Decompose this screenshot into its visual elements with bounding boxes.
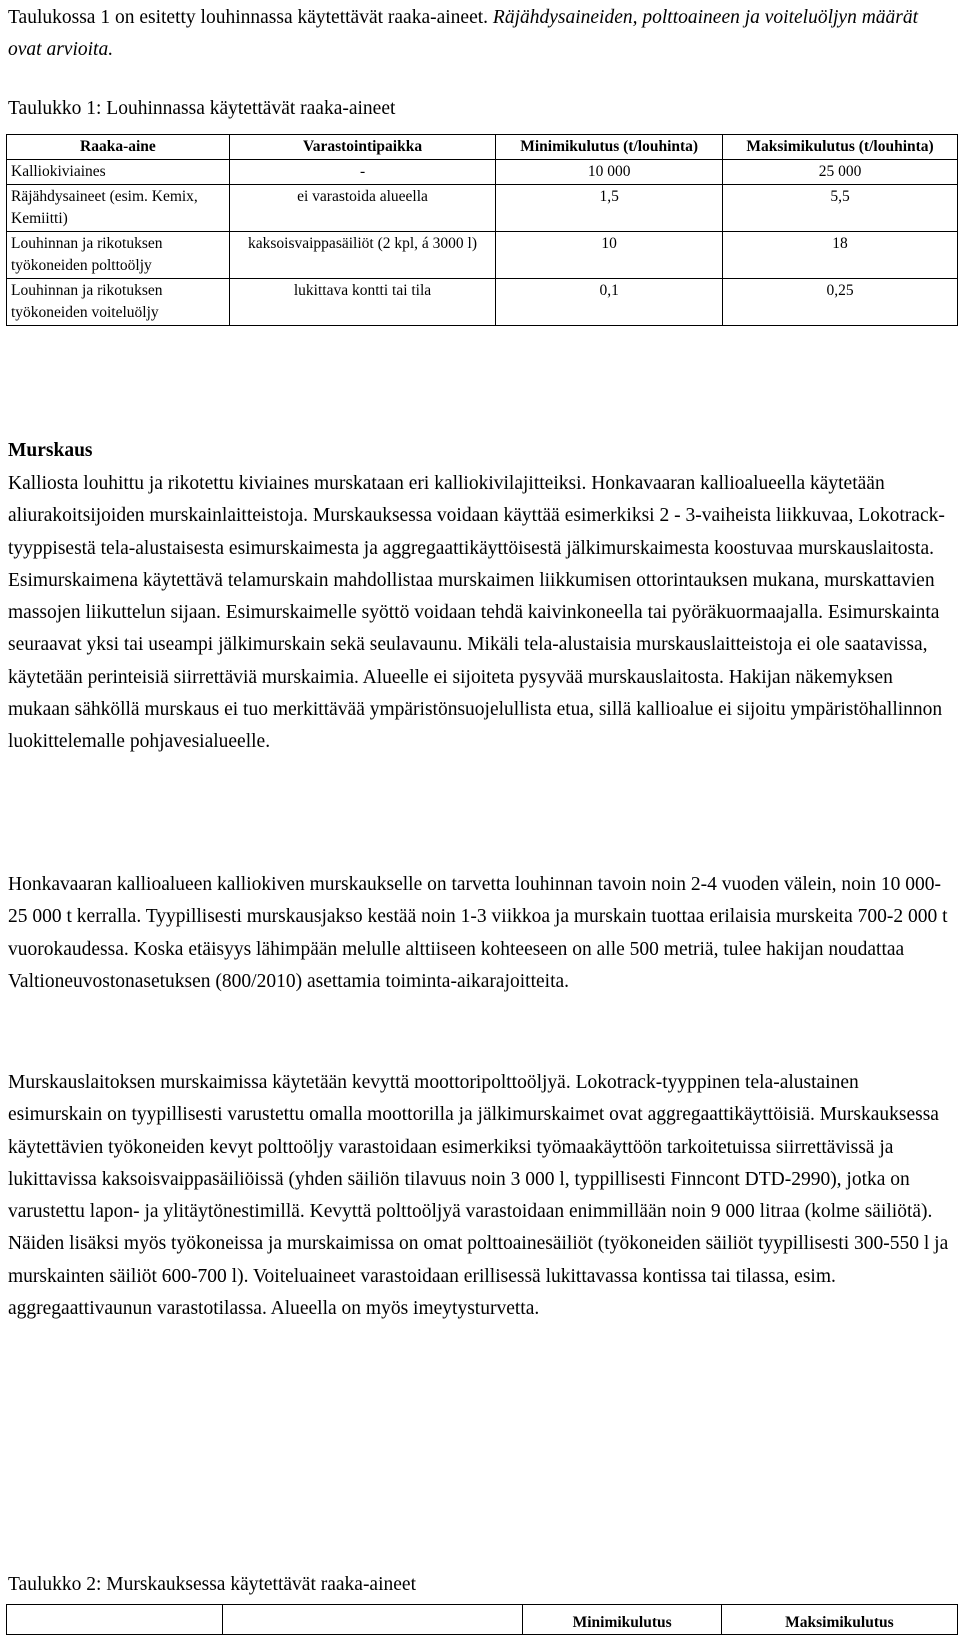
table1-header: Minimikulutus (t/louhinta) [496,135,723,160]
table-row [7,160,958,185]
intro-italic: Räjähdysaineiden, polttoaineen ja voiteluöljyn määrät ovat arvioita. [8,7,919,60]
table1-caption: Taulukko 1: Louhinnassa käytettävät raaka-aineet [8,98,396,119]
table2-header [222,1605,523,1635]
table2-header [7,1605,223,1635]
table1-header: Raaka-aine [7,135,230,160]
intro-normal: Taulukossa 1 on esitetty louhinnassa käytettävät raaka-aineet. [8,7,493,28]
table1-header-row [7,135,958,160]
section-heading: Murskaus [8,440,93,461]
paragraph: Murskauslaitoksen murskaimissa käytetään kevyttä moottoripolttoöljyä. Lokotrack-tyyppinen tela-alustainen esimurskain on tyypillisesti varustettu omalla moottorilla ja jälkimurskaimet ovat aggregaattikäyttöisiä. Murskauksessa käytettävien työkoneiden kevyt polttoöljy varastoidaan esimerkiksi työmaakäyttöön tarkoitetuissa siirrettävissä ja lukittavissa kaksoisvaippasäiliöissä (yhden säiliön tilavuus noin 3 000 l, typpillisesti Finncont DTD-2990), jotka on varustettu lapon- ja ylitäytönestimillä. Kevyttä polttoöljyä varastoidaan enimmillään noin 9 000 litraa (kolme säiliötä). Näiden lisäksi myös työkoneissa ja murskaimissa on omat polttoainesäiliöt (työkoneiden säiliöt tyypillisesti 300-550 l ja murskainten säiliöt 600-700 l). Voiteluaineet varastoidaan erillisessä lukittavassa kontissa tai tilassa, esim. aggregaattivaunun varastotilassa. Alueella on myös imeytysturvetta. [8,1072,949,1320]
table2 [6,1604,958,1635]
table1 [6,134,958,326]
table2-header-row [7,1605,958,1635]
table1-header: Varastointipaikka [229,135,495,160]
table-cell: - [229,160,495,185]
table-cell: Louhinnan ja rikotuksen työkoneiden polttoöljy [7,232,230,279]
table-cell: Louhinnan ja rikotuksen työkoneiden voiteluöljy [7,279,230,326]
table-cell: 10 000 [496,160,723,185]
table2-header: Minimikulutus [523,1605,721,1635]
table-cell: 0,25 [723,279,958,326]
table-cell: 5,5 [723,185,958,232]
table-row [7,232,958,279]
table-cell: kaksoisvaippasäiliöt (2 kpl, á 3000 l) [229,232,495,279]
table1-header: Maksimikulutus (t/louhinta) [723,135,958,160]
table-cell: 0,1 [496,279,723,326]
table2-caption: Taulukko 2: Murskauksessa käytettävät raaka-aineet [8,1574,416,1595]
table-cell: 1,5 [496,185,723,232]
table-row [7,279,958,326]
table-cell: 10 [496,232,723,279]
intro-text [8,2,948,66]
table-cell: 25 000 [723,160,958,185]
table-cell: Räjähdysaineet (esim. Kemix, Kemiitti) [7,185,230,232]
table-cell: Kalliokiviaines [7,160,230,185]
table-row [7,185,958,232]
paragraph: Honkavaaran kallioalueen kalliokiven murskaukselle on tarvetta louhinnan tavoin noin 2-4 vuoden välein, noin 10 000-25 000 t kerralla. Tyypillisesti murskausjakso kestää noin 1-3 viikkoa ja murskain tuottaa erilaisia murskeita 700-2 000 t vuorokaudessa. Koska etäisyys lähimpään melulle alttiiseen kohteeseen on alle 500 metriä, tulee hakijan noudattaa Valtioneuvostonasetuksen (800/2010) asettamia toiminta-aikarajoitteita. [8,874,948,992]
table-cell: lukittava kontti tai tila [229,279,495,326]
table2-header: Maksimikulutus [721,1605,957,1635]
paragraph: Kalliosta louhittu ja rikotettu kiviaines murskataan eri kalliokivilajitteiksi. Honkavaaran kallioalueella käytetään aliurakoitsijoiden murskainlaitteistoja. Murskauksessa voidaan käyttää esimerkiksi 2 - 3-vaiheista liikkuvaa, Lokotrack-tyyppisestä tela-alustaisesta esimurskaimesta ja aggregaattikäyttöisestä jälkimurskaimesta koostuvaa murskauslaitosta. Esimurskaimena käytettävä telamurskain mahdollistaa murskaimen liikkumisen ottorintauksen mukana, murskattavien massojen liikuttelun sijaan. Esimurskaimelle syöttö voidaan tehdä kaivinkoneella tai pyöräkuormaajalla. Esimurskainta seuraavat yksi tai useampi jälkimurskain sekä seulavaunu. Mikäli tela-alustaisia murskauslaitteistoja ei ole saatavissa, käytetään perinteisiä siirrettäviä murskaimia. Alueelle ei sijoiteta pysyvää murskauslaitosta. Hakijan näkemyksen mukaan sähköllä murskaus ei tuo merkittävää ympäristönsuojelullista etua, sillä kallioalue ei sijoitu ympäristöhallinnon luokittelemalle pohjavesialueelle. [8,473,945,753]
table-cell: ei varastoida alueella [229,185,495,232]
table-cell: 18 [723,232,958,279]
